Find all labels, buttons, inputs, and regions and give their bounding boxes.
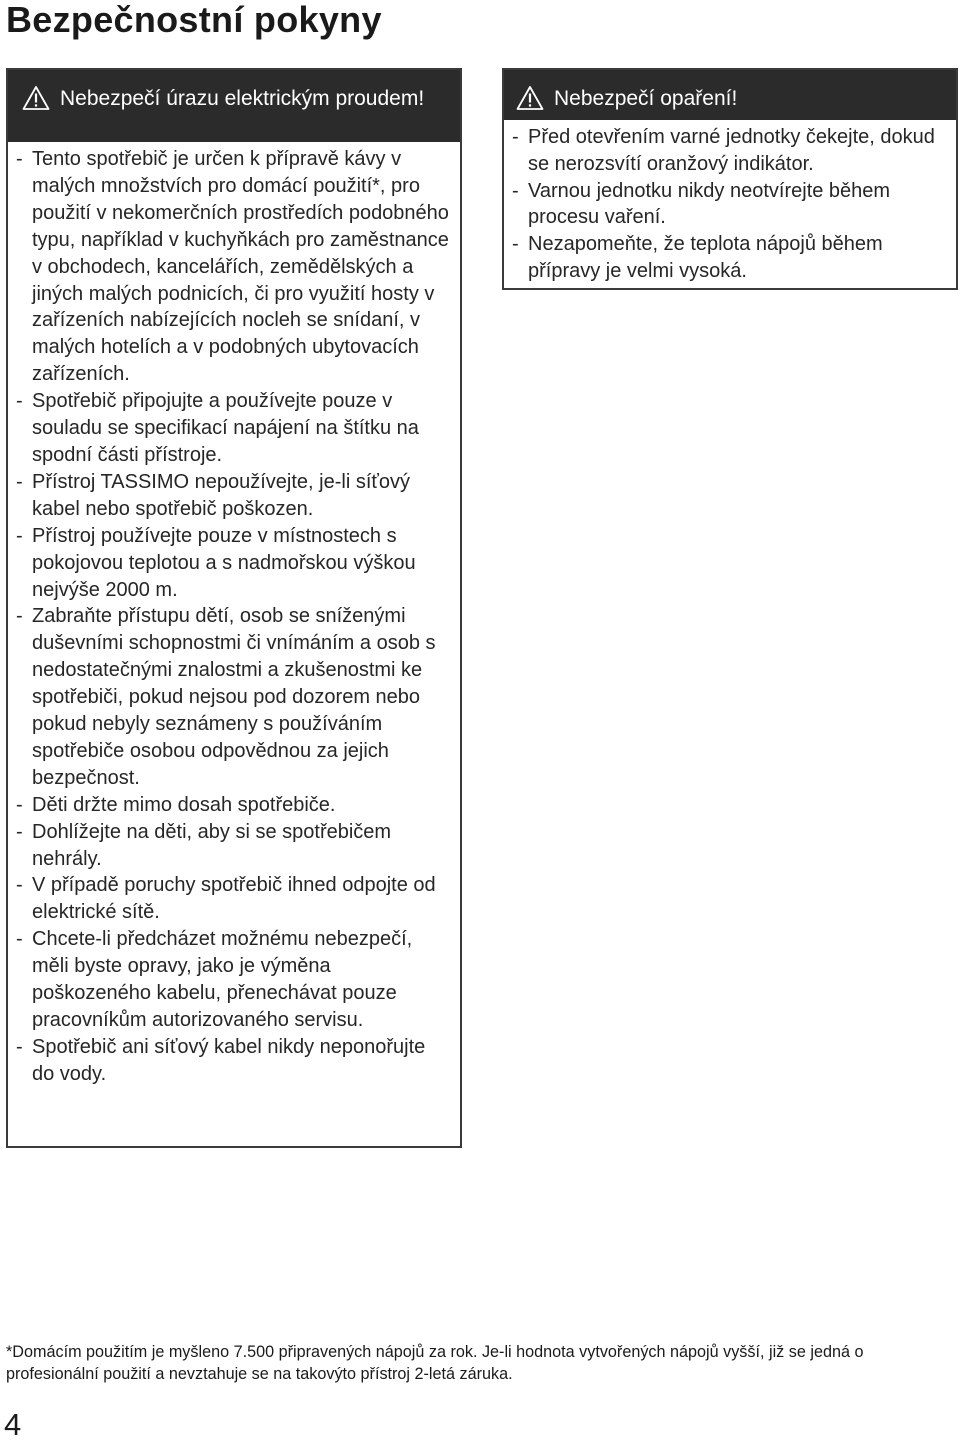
scald-warning-heading: Nebezpečí opaření! xyxy=(554,87,738,110)
page-title: Bezpečnostní pokyny xyxy=(6,0,382,40)
warning-triangle-icon xyxy=(22,85,50,111)
list-item: - Dohlížejte na děti, aby si se spotřebičem nehrály. xyxy=(16,819,452,873)
electric-shock-warning-heading: Nebezpečí úrazu elektrickým proudem! xyxy=(60,87,425,110)
list-item: - Před otevřením varné jednotky čekejte, dokud se nerozsvítí oranžový indikátor. xyxy=(512,124,948,178)
scald-warning-box xyxy=(502,68,958,290)
list-item: - Spotřebič ani síťový kabel nikdy neponořujte do vody. xyxy=(16,1034,452,1088)
scald-warning-header xyxy=(504,70,956,120)
list-item: - Přístroj používejte pouze v místnostech s pokojovou teplotou a s nadmořskou výškou nejvýše 2000 m. xyxy=(16,523,452,604)
electric-shock-warning-list xyxy=(8,142,460,1088)
electric-shock-warning-header xyxy=(8,70,460,142)
list-item: - Varnou jednotku nikdy neotvírejte během procesu vaření. xyxy=(512,178,948,232)
warning-triangle-icon xyxy=(516,85,544,111)
list-item: - Zabraňte přístupu dětí, osob se sníženými duševními schopnostmi či vnímáním a osob s nedostatečnými znalostmi a zkušenostmi ke spotřebiči, pokud nejsou pod dozorem nebo pokud nebyly seznámeny s používáním spotřebiče osobou odpovědnou za jejich bezpečnost. xyxy=(16,603,452,791)
list-item: - Děti držte mimo dosah spotřebiče. xyxy=(16,792,452,819)
list-item: - Spotřebič připojujte a používejte pouze v souladu se specifikací napájení na štítku na spodní části přístroje. xyxy=(16,388,452,469)
page-number: 4 xyxy=(4,1407,22,1442)
electric-shock-warning-box xyxy=(6,68,462,1148)
list-item: - Tento spotřebič je určen k přípravě kávy v malých množstvích pro domácí použití*, pro použití v nekomerčních prostředích podobného typu, například v kuchyňkách pro zaměstnance v obchodech, kancelářích, zemědělských a jiných malých podnicích, či pro využití hosty v zařízeních nabízejících nocleh se snídaní, v malých hotelích a v podobných ubytovacích zařízeních. xyxy=(16,146,452,388)
list-item: - V případě poruchy spotřebič ihned odpojte od elektrické sítě. xyxy=(16,872,452,926)
list-item: - Chcete-li předcházet možnému nebezpečí, měli byste opravy, jako je výměna poškozeného kabelu, přenechávat pouze pracovníkům autorizovaného servisu. xyxy=(16,926,452,1034)
list-item: - Nezapomeňte, že teplota nápojů během přípravy je velmi vysoká. xyxy=(512,231,948,285)
footnote: *Domácím použitím je myšleno 7.500 připravených nápojů za rok. Je-li hodnota vytvořených nápojů vyšší, již se jedná o profesionální použití a nevztahuje se na takovýto přístroj 2-letá záruka. xyxy=(6,1343,864,1383)
list-item: - Přístroj TASSIMO nepoužívejte, je-li síťový kabel nebo spotřebič poškozen. xyxy=(16,469,452,523)
scald-warning-list xyxy=(504,120,956,285)
